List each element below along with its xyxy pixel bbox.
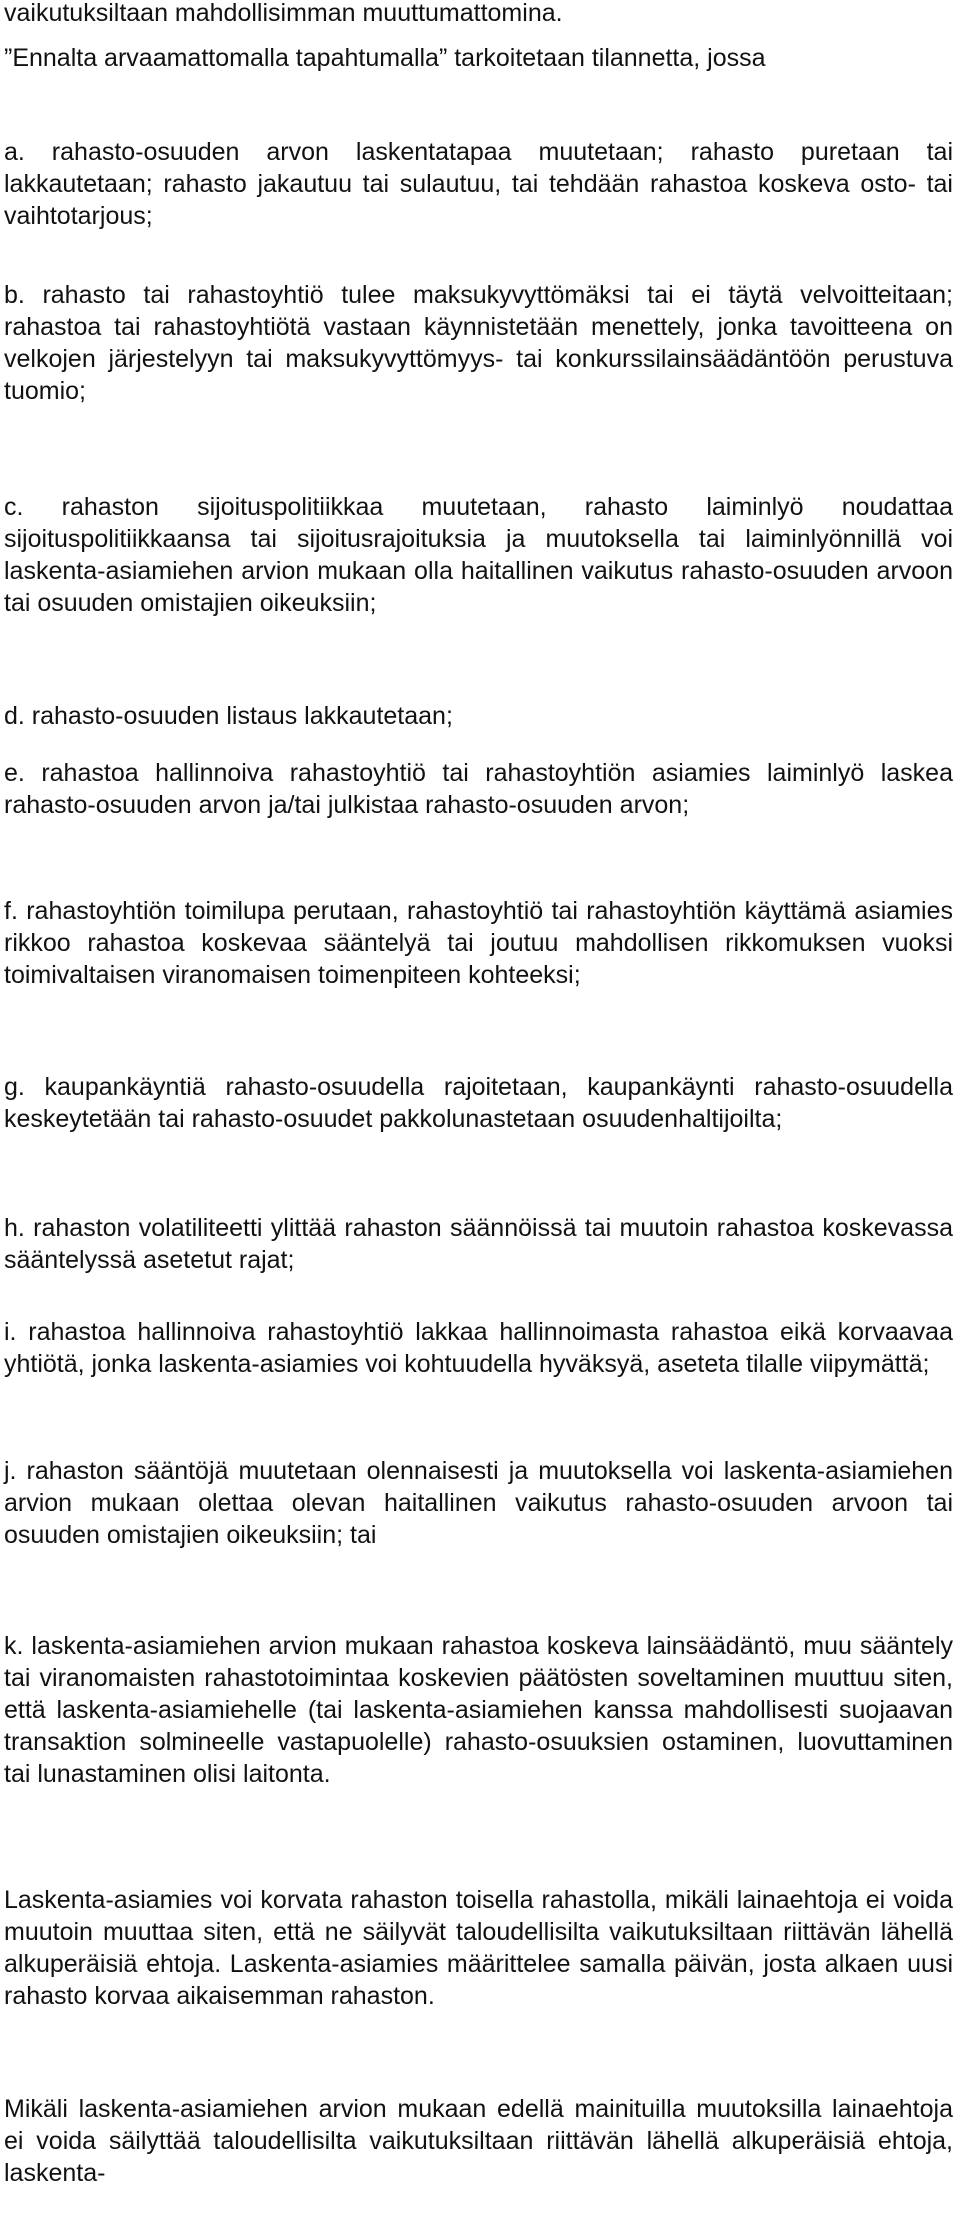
list-item-i: i. rahastoa hallinnoiva rahastoyhtiö lakkaa hallinnoimasta rahastoa eikä korvaavaa yhtiötä, jonka laskenta-asiamies voi kohtuudella hyväksyä, aseteta tilalle viipymättä; <box>4 1318 953 1378</box>
paragraph-terms-change: Mikäli laskenta-asiamiehen arvion mukaan edellä mainituilla muutoksilla lainaehtoja ei voida säilyttää taloudellisilta vaikutuksiltaan riittävän lähellä alkuperäisiä ehtoja, laskenta- <box>4 2095 953 2187</box>
list-item-a: a. rahasto-osuuden arvon laskentatapaa muutetaan; rahasto puretaan tai lakkautetaan; rahasto jakautuu tai sulautuu, tai tehdään rahastoa koskeva osto- tai vaihtotarjous; <box>4 138 953 230</box>
list-item-g: g. kaupankäyntiä rahasto-osuudella rajoitetaan, kaupankäynti rahasto-osuudella keskeytetään tai rahasto-osuudet pakkolunastetaan osuudenhaltijoilta; <box>4 1073 953 1133</box>
list-item-k: k. laskenta-asiamiehen arvion mukaan rahastoa koskeva lainsäädäntö, muu sääntely tai viranomaisten rahastotoimintaa koskevien päätösten soveltaminen muuttuu siten, että laskenta-asiamiehelle (tai laskenta-asiamiehen kanssa mahdollisesti suojaavan transaktion solmineelle vastapuolelle) rahasto-osuuksien ostaminen, luovuttaminen tai lunastaminen olisi laitonta. <box>4 1632 953 1788</box>
list-item-f: f. rahastoyhtiön toimilupa perutaan, rahastoyhtiö tai rahastoyhtiön käyttämä asiamies rikkoo rahastoa koskevaa sääntelyä tai joutuu mahdollisen rikkomuksen vuoksi toimivaltaisen viranomaisen toimenpiteen kohteeksi; <box>4 897 953 989</box>
list-item-j: j. rahaston sääntöjä muutetaan olennaisesti ja muutoksella voi laskenta-asiamiehen arvion mukaan olettaa olevan haitallinen vaikutus rahasto-osuuden arvoon tai osuuden omistajien oikeuksiin; tai <box>4 1457 953 1549</box>
list-item-b: b. rahasto tai rahastoyhtiö tulee maksukyvyttömäksi tai ei täytä velvoitteitaan; rahastoa tai rahastoyhtiötä vastaan käynnistetään menettely, jonka tavoitteena on velkojen järjestelyyn tai maksukyvyttömyys- tai konkurssilainsäädäntöön perustuva tuomio; <box>4 281 953 405</box>
list-item-e: e. rahastoa hallinnoiva rahastoyhtiö tai rahastoyhtiön asiamies laiminlyö laskea rahasto-osuuden arvon ja/tai julkistaa rahasto-osuuden arvon; <box>4 759 953 819</box>
paragraph-fund-replacement: Laskenta-asiamies voi korvata rahaston toisella rahastolla, mikäli lainaehtoja ei voida muutoin muuttaa siten, että ne säilyvät taloudellisilta vaikutuksiltaan riittävän lähellä alkuperäisiä ehtoja. Laskenta-asiamies määrittelee samalla päivän, josta alkaen uusi rahasto korvaa aikaisemman rahaston. <box>4 1886 953 2010</box>
list-item-h: h. rahaston volatiliteetti ylittää rahaston säännöissä tai muutoin rahastoa koskevassa sääntelyssä asetetut rajat; <box>4 1214 953 1274</box>
paragraph-definition-intro: ”Ennalta arvaamattomalla tapahtumalla” tarkoitetaan tilannetta, jossa <box>4 44 766 72</box>
list-item-c: c. rahaston sijoituspolitiikkaa muutetaan, rahasto laiminlyö noudattaa sijoituspolitiikkaansa tai sijoitusrajoituksia ja muutoksella tai laiminlyönnillä voi laskenta-asiamiehen arvion mukaan olla haitallinen vaikutus rahasto-osuuden arvoon tai osuuden omistajien oikeuksiin; <box>4 493 953 617</box>
paragraph-continuation: vaikutuksiltaan mahdollisimman muuttumattomina. <box>4 0 563 27</box>
list-item-d: d. rahasto-osuuden listaus lakkautetaan; <box>4 702 453 730</box>
